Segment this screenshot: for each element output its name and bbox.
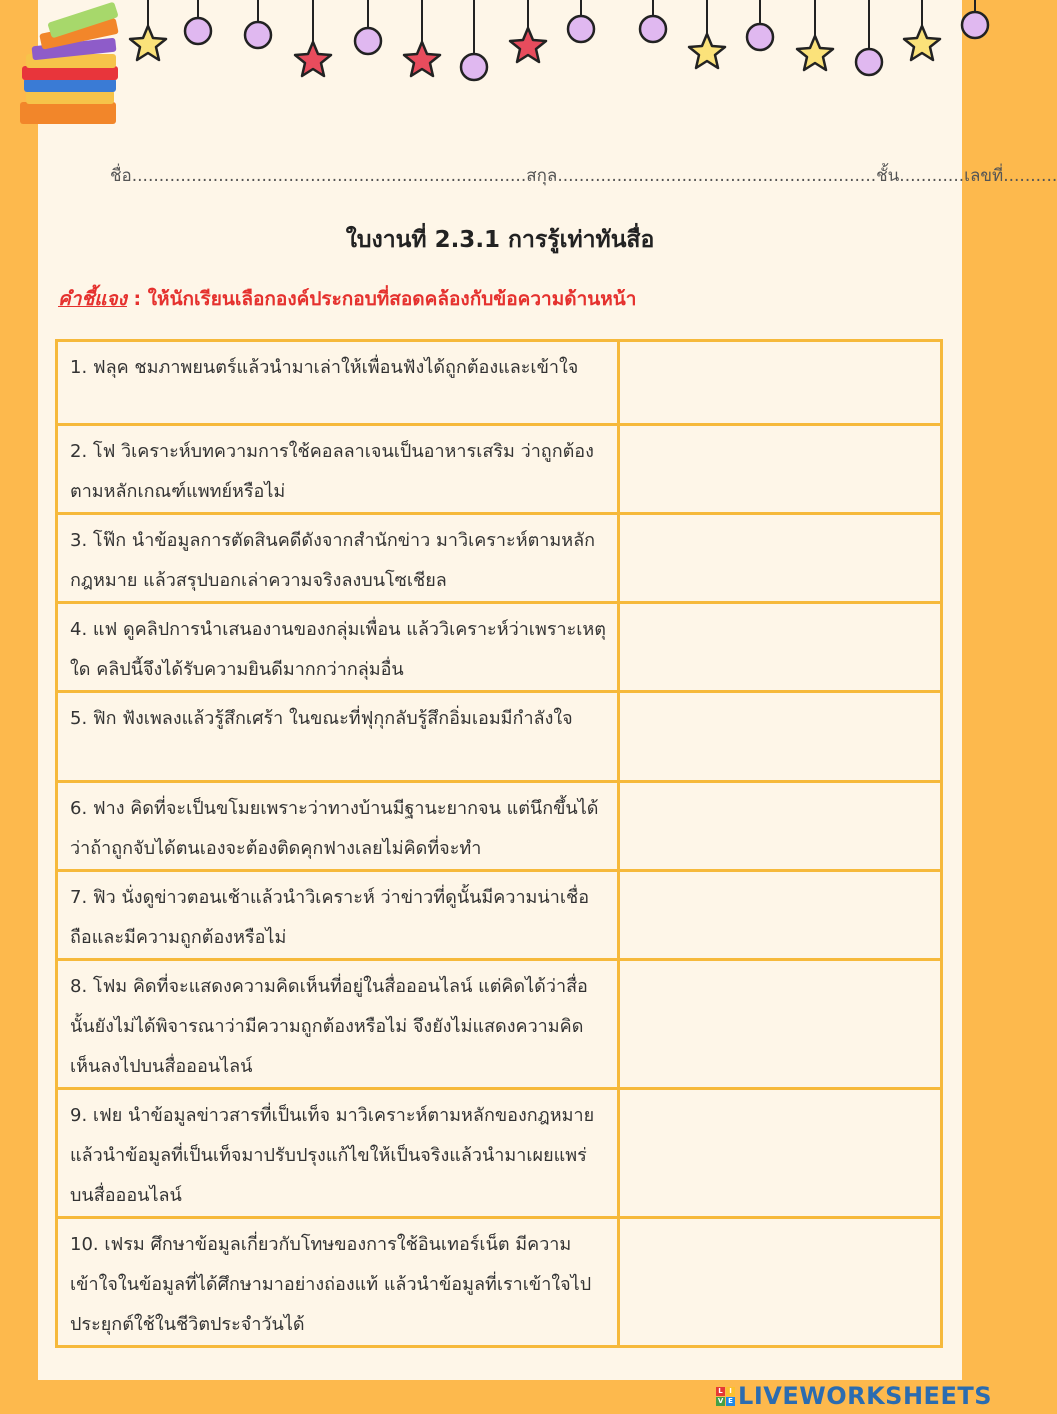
question-text: 1. ฟลุค ชมภาพยนตร์แล้วนำมาเล่าให้เพื่อนฟังได้ถูกต้องและเข้าใจ (57, 341, 619, 425)
question-text: 6. ฟาง คิดที่จะเป็นขโมยเพราะว่าทางบ้านมีฐานะยากจน แต่นึกขึ้นได้ว่าถ้าถูกจับได้ตนเองจะต้องติดคุกฟางเลยไม่คิดที่จะทำ (57, 782, 619, 871)
class-field[interactable]: ชั้น............ (876, 166, 965, 186)
instruction-text: : ให้นักเรียนเลือกองค์ประกอบที่สอดคล้องกับข้อความด้านหน้า (126, 288, 637, 310)
question-text: 2. โฟ วิเคราะห์บทความการใช้คอลลาเจนเป็นอาหารเสริม ว่าถูกต้องตามหลักเกณฑ์แพทย์หรือไม่ (57, 425, 619, 514)
table-row (57, 1089, 942, 1218)
answer-box[interactable] (619, 1218, 942, 1347)
student-number-field[interactable]: เลขที่.......... (964, 166, 1057, 186)
instruction (58, 284, 636, 314)
table-row (57, 603, 942, 692)
table-row (57, 960, 942, 1089)
answer-box[interactable] (619, 871, 942, 960)
student-info-fields (110, 162, 1057, 189)
hanging-stars-decoration (0, 0, 1000, 130)
question-table (55, 339, 943, 1348)
liveworksheets-watermark (716, 1382, 992, 1410)
question-text: 3. โฟ๊ก นำข้อมูลการตัดสินคดีดังจากสำนักข่าว มาวิเคราะห์ตามหลักกฎหมาย แล้วสรุปบอกเล่าความจริงลงบนโซเชียล (57, 514, 619, 603)
answer-box[interactable] (619, 425, 942, 514)
table-row (57, 871, 942, 960)
books-stack-icon (18, 6, 138, 131)
watermark-text: LIVEWORKSHEETS (738, 1382, 992, 1410)
table-row (57, 341, 942, 425)
answer-box[interactable] (619, 960, 942, 1089)
answer-box[interactable] (619, 341, 942, 425)
question-text: 7. ฟิว นั่งดูข่าวตอนเช้าแล้วนำวิเคราะห์ ว่าข่าวที่ดูนั้นมีความน่าเชื่อถือและมีความถูกต้องหรือไม่ (57, 871, 619, 960)
table-row (57, 692, 942, 782)
table-row (57, 782, 942, 871)
liveworksheets-logo-icon: L I V E (716, 1387, 735, 1406)
worksheet-title: ใบงานที่ 2.3.1 การรู้เท่าทันสื่อ (345, 227, 655, 253)
answer-box[interactable] (619, 782, 942, 871)
answer-box[interactable] (619, 1089, 942, 1218)
instruction-label: คำชี้แจง (58, 288, 127, 310)
table-row (57, 514, 942, 603)
table-row (57, 1218, 942, 1347)
table-row (57, 425, 942, 514)
question-text: 8. โฟม คิดที่จะแสดงความคิดเห็นที่อยู่ในสื่อออนไลน์ แต่คิดได้ว่าสื่อนั้นยังไม่ได้พิจารณาว่ามีความถูกต้องหรือไม่ จึงยังไม่แสดงความคิดเห็นลงไปบนสื่อออนไลน์ (57, 960, 619, 1089)
answer-box[interactable] (619, 514, 942, 603)
name-surname-field[interactable]: ชื่อ.........................................................................สกุล........................................................... (110, 166, 877, 186)
answer-box[interactable] (619, 692, 942, 782)
question-text: 9. เฟย นำข้อมูลข่าวสารที่เป็นเท็จ มาวิเคราะห์ตามหลักของกฎหมายแล้วนำข้อมูลที่เป็นเท็จมาปรับปรุงแก้ไขให้เป็นจริงแล้วนำมาเผยแพร่บนสื่อออนไลน์ (57, 1089, 619, 1218)
question-text: 10. เฟรม ศึกษาข้อมูลเกี่ยวกับโทษของการใช้อินเทอร์เน็ต มีความเข้าใจในข้อมูลที่ได้ศึกษามาอย่างถ่องแท้ แล้วนำข้อมูลที่เราเข้าใจไปประยุกต์ใช้ในชีวิตประจำวันได้ (57, 1218, 619, 1347)
question-text: 5. ฟิก ฟังเพลงแล้วรู้สึกเศร้า ในขณะที่ฟุกุกลับรู้สึกอิ่มเอมมีกำลังใจ (57, 692, 619, 782)
answer-box[interactable] (619, 603, 942, 692)
question-text: 4. แฟ ดูคลิปการนำเสนองานของกลุ่มเพื่อน แล้ววิเคราะห์ว่าเพราะเหตุใด คลิปนี้จึงได้รับความยินดีมากกว่ากลุ่มอื่น (57, 603, 619, 692)
